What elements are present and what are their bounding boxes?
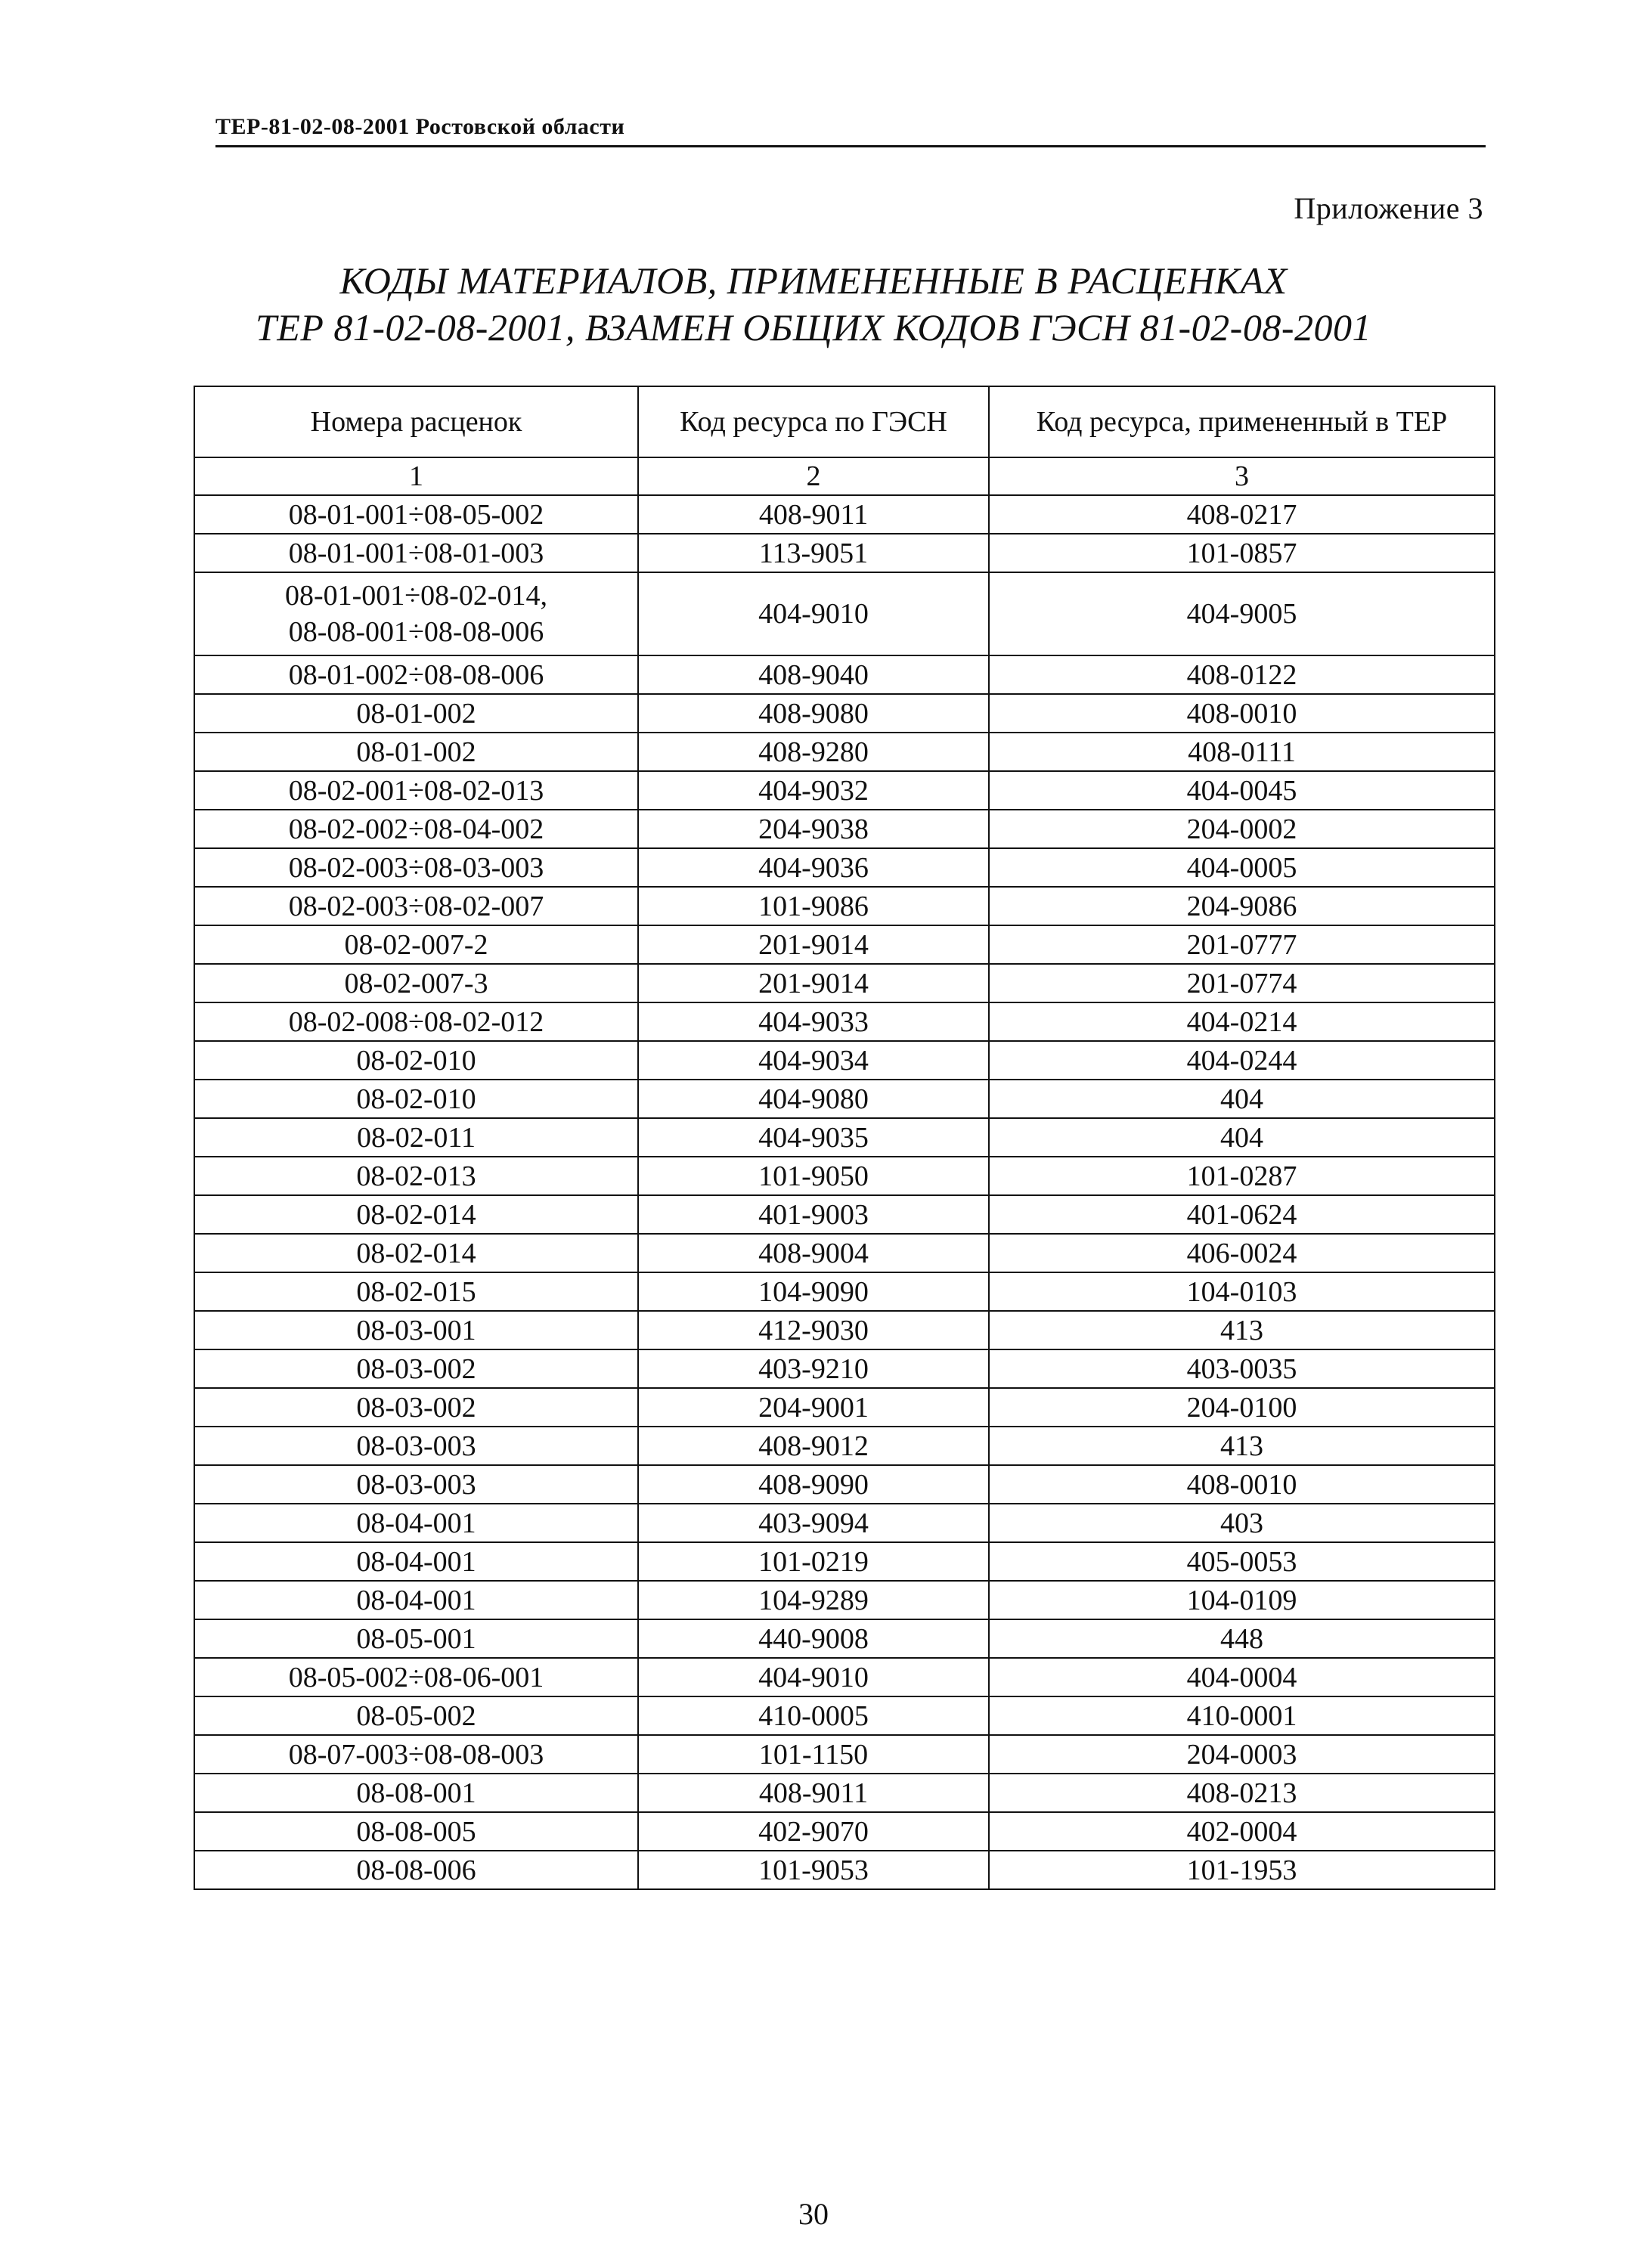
gesn-code-cell: 404-9036 <box>638 848 989 887</box>
table-header-row <box>194 386 1495 457</box>
rate-number-cell: 08-01-002÷08-08-006 <box>194 655 638 694</box>
gesn-code-cell: 404-9010 <box>638 1658 989 1696</box>
ter-code-cell: 408-0111 <box>989 733 1495 771</box>
ter-code-cell: 448 <box>989 1619 1495 1658</box>
rate-number-cell <box>194 572 638 655</box>
ter-code-cell: 404-0005 <box>989 848 1495 887</box>
rate-number-cell: 08-01-001÷08-01-003 <box>194 534 638 572</box>
table-row <box>194 1349 1495 1388</box>
rate-number-cell: 08-02-010 <box>194 1041 638 1080</box>
rate-number-cell: 08-02-007-3 <box>194 964 638 1002</box>
column-number: 2 <box>638 457 989 495</box>
table-row <box>194 771 1495 810</box>
table-row <box>194 1851 1495 1889</box>
rate-number-cell: 08-02-010 <box>194 1080 638 1118</box>
rate-number-cell: 08-05-002÷08-06-001 <box>194 1658 638 1696</box>
table-row <box>194 1658 1495 1696</box>
ter-code-cell: 404 <box>989 1118 1495 1157</box>
gesn-code-cell: 412-9030 <box>638 1311 989 1349</box>
ter-code-cell: 101-0287 <box>989 1157 1495 1195</box>
gesn-code-cell: 104-9289 <box>638 1581 989 1619</box>
ter-code-cell: 404 <box>989 1080 1495 1118</box>
table-row <box>194 1774 1495 1812</box>
table-row <box>194 694 1495 733</box>
gesn-code-cell: 408-9011 <box>638 495 989 534</box>
column-header: Код ресурса по ГЭСН <box>638 386 989 457</box>
ter-code-cell: 204-9086 <box>989 887 1495 925</box>
gesn-code-cell: 408-9040 <box>638 655 989 694</box>
table-row <box>194 655 1495 694</box>
table-row <box>194 1735 1495 1774</box>
table-row <box>194 1427 1495 1465</box>
gesn-code-cell: 113-9051 <box>638 534 989 572</box>
ter-code-cell: 204-0100 <box>989 1388 1495 1427</box>
gesn-code-cell: 408-9090 <box>638 1465 989 1504</box>
ter-code-cell: 408-0122 <box>989 655 1495 694</box>
rate-number-cell: 08-02-011 <box>194 1118 638 1157</box>
ter-code-cell: 404-0244 <box>989 1041 1495 1080</box>
gesn-code-cell: 408-9004 <box>638 1234 989 1272</box>
rate-number-cell: 08-02-003÷08-03-003 <box>194 848 638 887</box>
rate-number-cell: 08-02-007-2 <box>194 925 638 964</box>
table-row <box>194 1234 1495 1272</box>
table-row <box>194 572 1495 655</box>
table-row <box>194 887 1495 925</box>
rate-number-cell: 08-03-003 <box>194 1427 638 1465</box>
gesn-code-cell: 408-9080 <box>638 694 989 733</box>
rate-number-cell: 08-08-006 <box>194 1851 638 1889</box>
rate-number-cell: 08-07-003÷08-08-003 <box>194 1735 638 1774</box>
gesn-code-cell: 104-9090 <box>638 1272 989 1311</box>
rate-number-cell: 08-02-003÷08-02-007 <box>194 887 638 925</box>
table-row <box>194 534 1495 572</box>
ter-code-cell: 404-0004 <box>989 1658 1495 1696</box>
table-row <box>194 1388 1495 1427</box>
table-row <box>194 1157 1495 1195</box>
ter-code-cell: 101-1953 <box>989 1851 1495 1889</box>
codes-table <box>194 386 1495 1890</box>
cell-line: 08-08-001÷08-08-006 <box>288 616 544 648</box>
rate-number-cell: 08-02-002÷08-04-002 <box>194 810 638 848</box>
rate-number-cell: 08-03-001 <box>194 1311 638 1349</box>
ter-code-cell: 404-9005 <box>989 572 1495 655</box>
header-text: ТЕР-81-02-08-2001 Ростовской области <box>215 114 625 139</box>
rate-number-cell: 08-01-001÷08-05-002 <box>194 495 638 534</box>
ter-code-cell: 410-0001 <box>989 1696 1495 1735</box>
gesn-code-cell: 101-0219 <box>638 1542 989 1581</box>
gesn-code-cell: 403-9094 <box>638 1504 989 1542</box>
rate-number-cell: 08-08-001 <box>194 1774 638 1812</box>
table-body <box>194 457 1495 1889</box>
cell-line: 08-01-001÷08-02-014, <box>285 580 547 612</box>
table-row <box>194 925 1495 964</box>
codes-table-container <box>194 386 1494 1890</box>
title-line-1: КОДЫ МАТЕРИАЛОВ, ПРИМЕНЕННЫЕ В РАСЦЕНКАХ <box>339 259 1288 302</box>
gesn-code-cell: 404-9035 <box>638 1118 989 1157</box>
column-header: Номера расценок <box>194 386 638 457</box>
table-row <box>194 733 1495 771</box>
gesn-code-cell: 201-9014 <box>638 964 989 1002</box>
gesn-code-cell: 408-9011 <box>638 1774 989 1812</box>
gesn-code-cell: 410-0005 <box>638 1696 989 1735</box>
ter-code-cell: 401-0624 <box>989 1195 1495 1234</box>
page-title <box>0 257 1627 351</box>
appendix-label: Приложение 3 <box>1294 191 1483 225</box>
rate-number-cell: 08-02-015 <box>194 1272 638 1311</box>
ter-code-cell: 402-0004 <box>989 1812 1495 1851</box>
table-row <box>194 1002 1495 1041</box>
gesn-code-cell: 404-9034 <box>638 1041 989 1080</box>
title-line-2: ТЕР 81-02-08-2001, ВЗАМЕН ОБЩИХ КОДОВ ГЭСН 81-02-08-2001 <box>256 306 1371 349</box>
table-row <box>194 1118 1495 1157</box>
ter-code-cell: 413 <box>989 1427 1495 1465</box>
ter-code-cell: 408-0010 <box>989 694 1495 733</box>
rate-number-cell: 08-03-003 <box>194 1465 638 1504</box>
running-header <box>215 110 1486 147</box>
column-number-row <box>194 457 1495 495</box>
ter-code-cell: 104-0103 <box>989 1272 1495 1311</box>
table-row <box>194 1504 1495 1542</box>
ter-code-cell: 403 <box>989 1504 1495 1542</box>
table-row <box>194 1581 1495 1619</box>
gesn-code-cell: 440-9008 <box>638 1619 989 1658</box>
rate-number-cell: 08-05-002 <box>194 1696 638 1735</box>
gesn-code-cell: 101-1150 <box>638 1735 989 1774</box>
gesn-code-cell: 101-9086 <box>638 887 989 925</box>
column-header: Код ресурса, примененный в ТЕР <box>989 386 1495 457</box>
rate-number-cell: 08-01-002 <box>194 694 638 733</box>
ter-code-cell: 201-0777 <box>989 925 1495 964</box>
ter-code-cell: 101-0857 <box>989 534 1495 572</box>
ter-code-cell: 404-0214 <box>989 1002 1495 1041</box>
page-number: 30 <box>798 2197 829 2231</box>
rate-number-cell: 08-02-014 <box>194 1234 638 1272</box>
ter-code-cell: 404-0045 <box>989 771 1495 810</box>
ter-code-cell: 403-0035 <box>989 1349 1495 1388</box>
ter-code-cell: 408-0213 <box>989 1774 1495 1812</box>
gesn-code-cell: 404-9032 <box>638 771 989 810</box>
gesn-code-cell: 402-9070 <box>638 1812 989 1851</box>
rate-number-cell: 08-02-001÷08-02-013 <box>194 771 638 810</box>
table-row <box>194 1080 1495 1118</box>
column-number: 1 <box>194 457 638 495</box>
rate-number-cell: 08-08-005 <box>194 1812 638 1851</box>
ter-code-cell: 408-0010 <box>989 1465 1495 1504</box>
gesn-code-cell: 204-9038 <box>638 810 989 848</box>
ter-code-cell: 408-0217 <box>989 495 1495 534</box>
table-row <box>194 1619 1495 1658</box>
gesn-code-cell: 408-9012 <box>638 1427 989 1465</box>
rate-number-cell: 08-02-014 <box>194 1195 638 1234</box>
ter-code-cell: 204-0003 <box>989 1735 1495 1774</box>
table-row <box>194 1272 1495 1311</box>
rate-number-cell: 08-02-013 <box>194 1157 638 1195</box>
table-row <box>194 1311 1495 1349</box>
table-row <box>194 1696 1495 1735</box>
gesn-code-cell: 404-9010 <box>638 572 989 655</box>
rate-number-cell: 08-04-001 <box>194 1542 638 1581</box>
gesn-code-cell: 408-9280 <box>638 733 989 771</box>
table-row <box>194 1542 1495 1581</box>
gesn-code-cell: 401-9003 <box>638 1195 989 1234</box>
gesn-code-cell: 204-9001 <box>638 1388 989 1427</box>
ter-code-cell: 104-0109 <box>989 1581 1495 1619</box>
rate-number-cell: 08-03-002 <box>194 1388 638 1427</box>
table-row <box>194 1812 1495 1851</box>
table-row <box>194 810 1495 848</box>
gesn-code-cell: 101-9050 <box>638 1157 989 1195</box>
rate-number-cell: 08-01-002 <box>194 733 638 771</box>
rate-number-cell: 08-04-001 <box>194 1504 638 1542</box>
table-row <box>194 848 1495 887</box>
gesn-code-cell: 201-9014 <box>638 925 989 964</box>
table-row <box>194 1465 1495 1504</box>
ter-code-cell: 405-0053 <box>989 1542 1495 1581</box>
ter-code-cell: 201-0774 <box>989 964 1495 1002</box>
gesn-code-cell: 404-9033 <box>638 1002 989 1041</box>
column-number: 3 <box>989 457 1495 495</box>
rate-number-cell: 08-04-001 <box>194 1581 638 1619</box>
ter-code-cell: 406-0024 <box>989 1234 1495 1272</box>
table-row <box>194 964 1495 1002</box>
rate-number-cell: 08-02-008÷08-02-012 <box>194 1002 638 1041</box>
gesn-code-cell: 403-9210 <box>638 1349 989 1388</box>
ter-code-cell: 413 <box>989 1311 1495 1349</box>
table-row <box>194 1041 1495 1080</box>
table-row <box>194 1195 1495 1234</box>
rate-number-cell: 08-03-002 <box>194 1349 638 1388</box>
gesn-code-cell: 101-9053 <box>638 1851 989 1889</box>
rate-number-cell: 08-05-001 <box>194 1619 638 1658</box>
gesn-code-cell: 404-9080 <box>638 1080 989 1118</box>
ter-code-cell: 204-0002 <box>989 810 1495 848</box>
table-row <box>194 495 1495 534</box>
